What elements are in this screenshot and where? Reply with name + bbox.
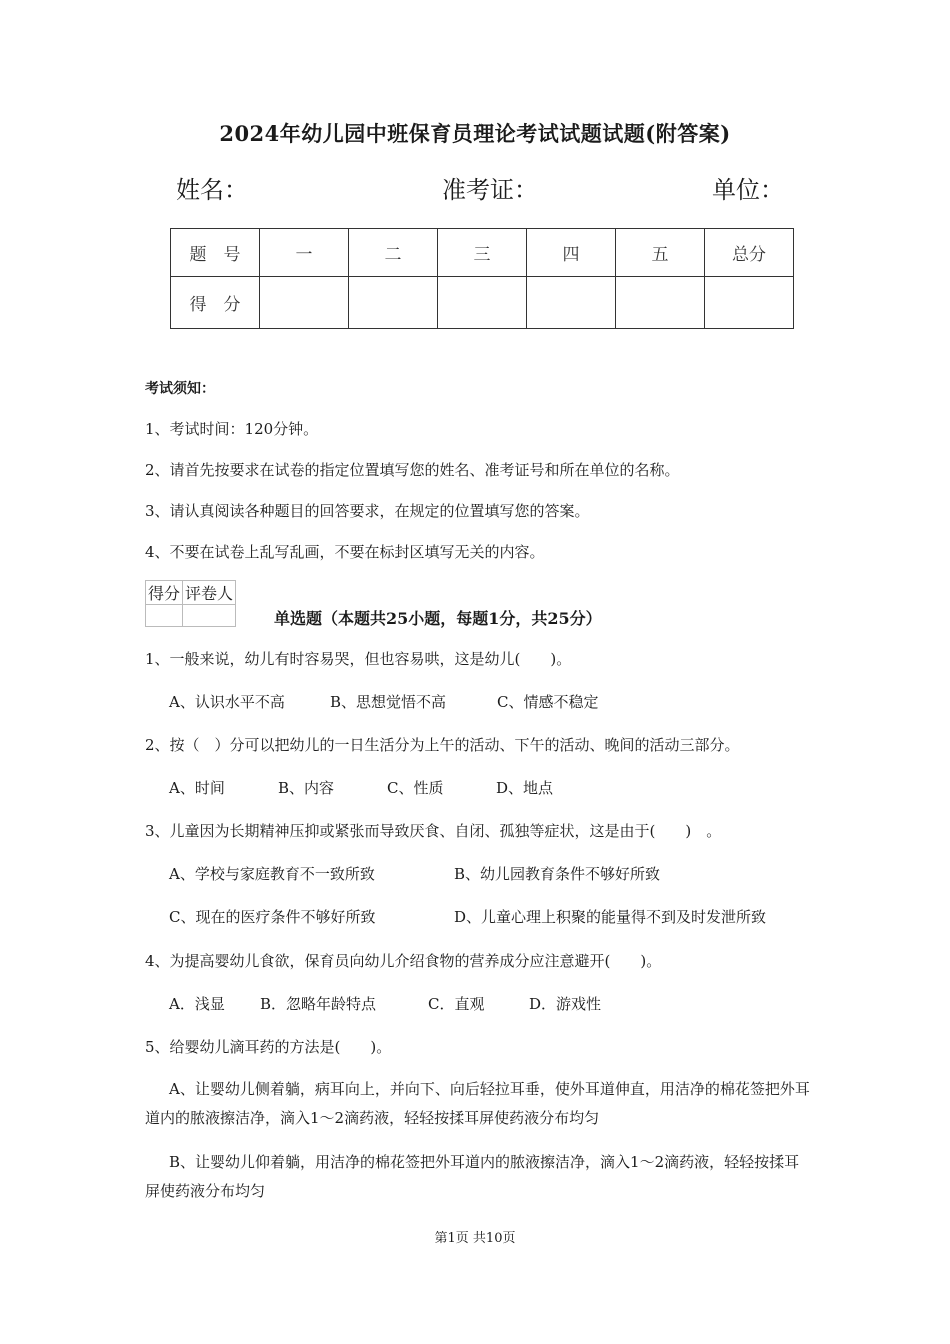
- option-4d: D．游戏性: [529, 995, 602, 1013]
- option-4a: A．浅显: [169, 995, 225, 1013]
- grader-score-blank[interactable]: [146, 605, 183, 627]
- notice-heading: 考试须知：: [145, 381, 215, 397]
- section-title: 单选题（本题共25小题，每题1分，共25分）: [274, 609, 602, 628]
- option-4b: B．忽略年龄特点: [260, 995, 377, 1013]
- grader-box: [145, 580, 236, 627]
- notice-item: 2、请首先按要求在试卷的指定位置填写您的姓名、准考证号和所在单位的名称。: [145, 461, 680, 479]
- notice-item: 1、考试时间：120分钟。: [145, 420, 319, 438]
- score-cell-header: 四: [527, 229, 616, 277]
- option-2d: D、地点: [496, 779, 554, 797]
- option-3d: D、儿童心理上积聚的能量得不到及时发泄所致: [454, 908, 767, 926]
- option-1c: C、情感不稳定: [497, 693, 599, 711]
- score-cell-header: 二: [349, 229, 438, 277]
- notice-item: 4、不要在试卷上乱写乱画，不要在标封区填写无关的内容。: [145, 543, 545, 561]
- score-cell-label: 得 分: [171, 277, 260, 329]
- score-cell-blank[interactable]: [438, 277, 527, 329]
- name-label: 姓名：: [176, 176, 248, 204]
- notice-item: 3、请认真阅读各种题目的回答要求，在规定的位置填写您的答案。: [145, 502, 590, 520]
- option-2c: C、性质: [387, 779, 444, 797]
- option-3a: A、学校与家庭教育不一致所致: [169, 865, 375, 883]
- score-cell-header: 一: [260, 229, 349, 277]
- grader-name-label: 评卷人: [183, 581, 236, 605]
- score-table-header-row: [171, 229, 794, 277]
- page-title: 2024年幼儿园中班保育员理论考试试题试题(附答案): [219, 121, 731, 146]
- grader-name-blank[interactable]: [183, 605, 236, 627]
- score-table: [170, 228, 794, 329]
- score-cell-blank[interactable]: [349, 277, 438, 329]
- score-cell-header: 总分: [705, 229, 794, 277]
- option-1a: A、认识水平不高: [169, 693, 285, 711]
- option-4c: C．直观: [428, 995, 485, 1013]
- score-table-score-row: [171, 277, 794, 329]
- question-2: 2、按（ ）分可以把幼儿的一日生活分为上午的活动、下午的活动、晚间的活动三部分。: [145, 736, 740, 754]
- exam-id-label: 准考证：: [442, 176, 538, 204]
- option-3b: B、幼儿园教育条件不够好所致: [454, 865, 661, 883]
- page-footer: 第1页 共10页: [434, 1231, 516, 1246]
- option-5a: A、让婴幼儿侧着躺，病耳向上，并向下、向后轻拉耳垂，使外耳道伸直，用洁净的棉花签把外耳道内的脓液擦洁净，滴入1～2滴药液，轻轻按揉耳屏使药液分布均匀: [145, 1080, 810, 1127]
- option-2b: B、内容: [278, 779, 335, 797]
- score-cell-blank[interactable]: [705, 277, 794, 329]
- question-3: 3、儿童因为长期精神压抑或紧张而导致厌食、自闭、孤独等症状，这是由于( ) 。: [145, 822, 722, 840]
- option-3c: C、现在的医疗条件不够好所致: [169, 908, 376, 926]
- unit-label: 单位：: [712, 176, 784, 204]
- score-cell-label: 题 号: [171, 229, 260, 277]
- score-cell-header: 五: [616, 229, 705, 277]
- question-1: 1、一般来说，幼儿有时容易哭，但也容易哄，这是幼儿( )。: [145, 650, 572, 668]
- option-5b: B、让婴幼儿仰着躺，用洁净的棉花签把外耳道内的脓液擦洁净，滴入1～2滴药液，轻轻按揉耳屏使药液分布均匀: [145, 1153, 800, 1200]
- score-cell-blank[interactable]: [616, 277, 705, 329]
- score-cell-header: 三: [438, 229, 527, 277]
- question-4: 4、为提高婴幼儿食欲，保育员向幼儿介绍食物的营养成分应注意避开( )。: [145, 952, 662, 970]
- option-1b: B、思想觉悟不高: [330, 693, 447, 711]
- question-5: 5、给婴幼儿滴耳药的方法是( )。: [145, 1038, 392, 1056]
- score-cell-blank[interactable]: [260, 277, 349, 329]
- option-2a: A、时间: [169, 779, 225, 797]
- grader-score-label: 得分: [146, 581, 183, 605]
- score-cell-blank[interactable]: [527, 277, 616, 329]
